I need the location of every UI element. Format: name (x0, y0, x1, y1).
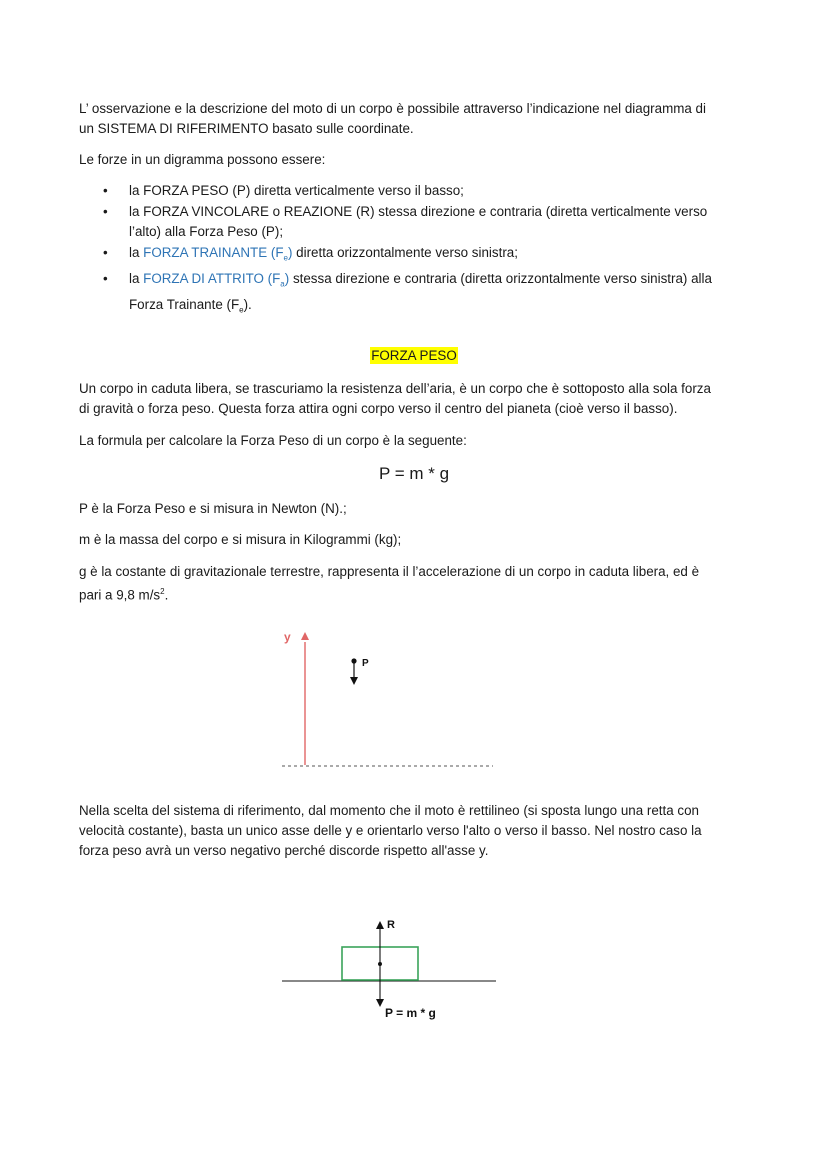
y-axis-label: y (284, 630, 291, 644)
freefall-line-1: Un corpo in caduta libera, se trascuriamo la resistenza dell’aria, è un corpo che è sottoposto alla sola forza (79, 381, 711, 396)
reference-line-3: forza peso avrà un verso negativo perché discorde rispetto all'asse y. (79, 843, 489, 858)
weight-label: P (362, 658, 369, 669)
free-fall-diagram (282, 630, 493, 766)
bullet-icon: • (103, 183, 108, 198)
forza-attrito-term: FORZA DI ATTRITO $(F_a)$ (143, 270, 290, 289)
heading-text: FORZA PESO (371, 348, 457, 363)
y-axis-arrow-icon (301, 632, 309, 640)
intro-line-1: L’ osservazione e la descrizione del moto di un corpo è possibile attraverso l’indicazione nel diagramma di (79, 101, 706, 116)
list-item: • la FORZA DI ATTRITO $(F_a)$ stessa direzione e contraria (diretta orizzontalmente verso sinistra) alla Forza Trainante $(F_e)$. (103, 270, 712, 315)
forces-intro: Le forze in un digramma possono essere: (79, 152, 326, 167)
definition-p: P è la Forza Peso e si misura in Newton (N).; (79, 501, 347, 516)
freefall-line-2: di gravità o forza peso. Questa forza attira ogni corpo verso il centro del pianeta (cioè verso il basso). (79, 401, 678, 416)
weight-formula-label: P = m * g (385, 1006, 436, 1020)
bullet-text-cont: Forza Trainante (F (129, 296, 240, 312)
reference-line-1: Nella scelta del sistema di riferimento, dal momento che il moto è rettilineo (si sposta lungo una retta con (79, 803, 699, 818)
reaction-diagram (282, 919, 496, 1020)
reaction-label: R (387, 919, 395, 931)
bullet-text-post: diretta orizzontalmente verso sinistra; (292, 244, 518, 260)
reference-line-2: velocità costante), basta un unico asse delle y e orientarlo verso l'alto o verso il basso. Nel nostro caso la (79, 823, 702, 838)
formula: P = m * g (378, 464, 450, 483)
bullet-text-post: stessa direzione e contraria (diretta orizzontalmente verso sinistra) alla (289, 270, 712, 286)
exponent: 2 (160, 587, 165, 596)
bullet-text: la (129, 270, 144, 286)
weight-arrow-icon (350, 677, 358, 685)
bullet-text: la FORZA VINCOLARE o REAZIONE (R) stessa direzione e contraria (diretta verticalmente verso (129, 203, 708, 219)
definition-g-end: . (164, 587, 169, 603)
bullet-text: la (129, 244, 144, 260)
bullet-text-cont: l’alto) alla Forza Peso (P); (129, 224, 284, 239)
bullet-text-end: ). (243, 296, 252, 312)
definition-m: m è la massa del corpo e si misura in Kilogrammi (kg); (79, 532, 402, 547)
bullet-icon: • (103, 270, 108, 286)
intro-line-2: un SISTEMA DI RIFERIMENTO basato sulle coordinate. (79, 121, 414, 136)
bullet-text: la FORZA PESO (P) diretta verticalmente verso il basso; (129, 183, 464, 198)
definition-g-line-1: g è la costante di gravitazionale terrestre, rappresenta il l’accelerazione di un corpo in caduta libera, ed è (79, 564, 700, 579)
definition-g-line-2: pari a 9,8 m/s (79, 587, 161, 603)
weight-arrow-icon (376, 999, 384, 1007)
bullet-icon: • (103, 203, 108, 219)
reference-paragraph (79, 801, 749, 861)
formula-intro: La formula per calcolare la Forza Peso di un corpo è la seguente: (79, 433, 467, 448)
reaction-arrow-icon (376, 921, 384, 929)
forza-trainante-term: FORZA TRAINANTE $(F_e)$ (143, 244, 293, 263)
bullet-icon: • (103, 244, 108, 260)
